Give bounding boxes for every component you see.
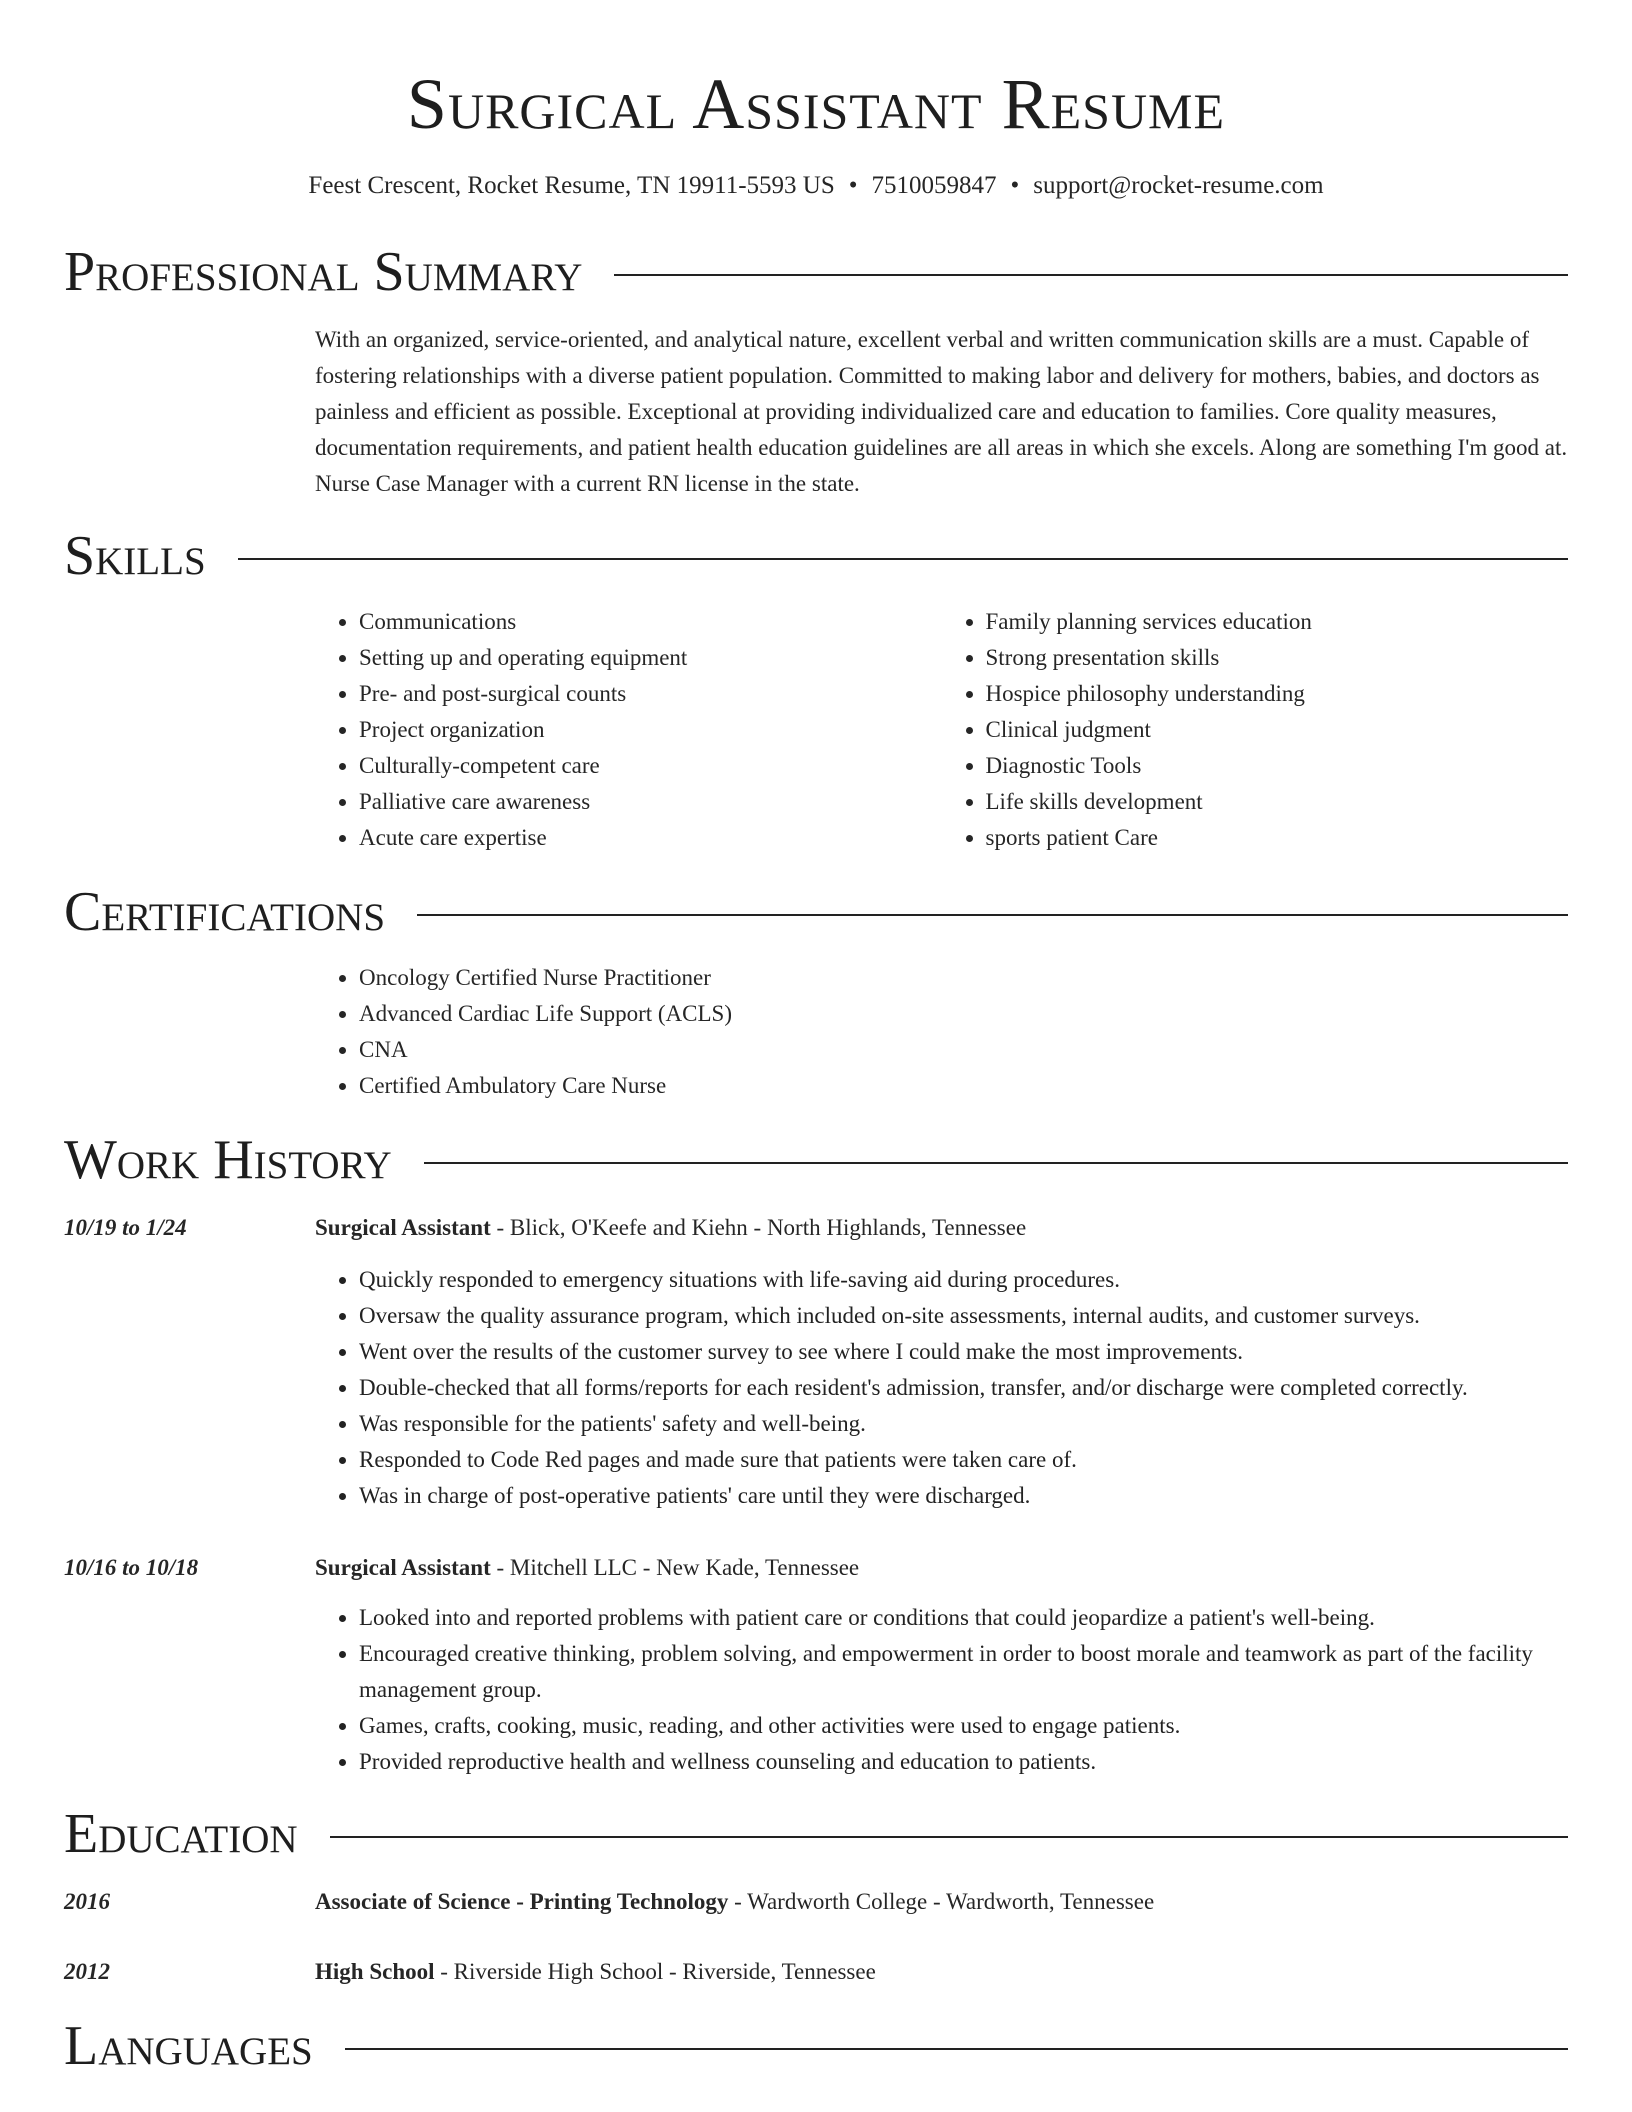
education-school: - Wardworth College - Wardworth, Tennessee — [728, 1889, 1155, 1914]
contact-line — [64, 168, 1568, 204]
education-line — [315, 1884, 1568, 1920]
work-entry — [64, 1210, 1568, 1514]
section-header-skills — [64, 524, 1568, 588]
work-bullet: • Was responsible for the patients' safety and well-being. — [359, 1406, 1568, 1442]
education-degree: Associate of Science - Printing Technology — [315, 1889, 729, 1914]
section-title-education: Education — [64, 1803, 298, 1865]
work-employer: - Mitchell LLC - New Kade, Tennessee — [490, 1555, 860, 1580]
skills-list-left — [315, 604, 942, 856]
section-header-work — [64, 1128, 1568, 1192]
education-entry — [64, 1954, 1568, 1990]
section-header-languages — [64, 2014, 1568, 2078]
work-bullet: • Looked into and reported problems with patient care or conditions that could jeopardize a patient's well-being. — [359, 1600, 1568, 1636]
education-year: 2012 — [64, 1959, 110, 1984]
work-title-line — [315, 1210, 1568, 1246]
certification-item: • Oncology Certified Nurse Practitioner — [359, 960, 1568, 996]
work-bullet: • Double-checked that all forms/reports for each resident's admission, transfer, and/or discharge were completed correctly. — [359, 1370, 1568, 1406]
work-dates: 10/16 to 10/18 — [64, 1555, 199, 1580]
skill-item: • Diagnostic Tools — [986, 748, 1569, 784]
section-header-certifications — [64, 880, 1568, 944]
section-divider — [330, 1836, 1568, 1838]
section-title-summary: Professional Summary — [64, 241, 583, 303]
certifications-block — [315, 960, 1568, 1104]
work-bullets — [315, 1600, 1568, 1780]
work-entry — [64, 1550, 1568, 1780]
summary-text: With an organized, service-oriented, and analytical nature, excellent verbal and written communication skills are a must. Capable of fostering relationships with a diverse patient population. Committed to making labor and delivery for mothers, babies, and doctors as painless and efficient as possible. Exceptional at providing individualized care and education to families. Core quality measures, documentation requirements, and patient health education guidelines are all areas in which she excels. Along are something I'm good at. Nurse Case Manager with a current RN license in the state. — [315, 327, 1568, 496]
section-title-skills: Skills — [64, 525, 206, 587]
contact-address: Feest Crescent, Rocket Resume, TN 19911-5593 US — [308, 172, 835, 199]
certification-item: • CNA — [359, 1032, 1568, 1068]
education-school: - Riverside High School - Riverside, Tennessee — [434, 1959, 876, 1984]
contact-phone: 7510059847 — [871, 172, 997, 199]
work-content — [315, 1550, 1568, 1780]
certifications-list — [315, 960, 1568, 1104]
work-bullet: • Quickly responded to emergency situations with life-saving aid during procedures. — [359, 1262, 1568, 1298]
skills-list-right — [942, 604, 1569, 856]
separator-dot: • — [1010, 172, 1020, 199]
skills-grid — [315, 604, 1568, 856]
page-title: Surgical Assistant Resume — [406, 64, 1226, 144]
separator-dot: • — [848, 172, 858, 199]
education-year: 2016 — [64, 1889, 110, 1914]
work-dates: 10/19 to 1/24 — [64, 1215, 187, 1240]
section-title-certifications: Certifications — [64, 881, 386, 943]
section-title-languages: Languages — [64, 2015, 313, 2077]
skill-item: • Hospice philosophy understanding — [986, 676, 1569, 712]
work-title-line — [315, 1550, 1568, 1586]
work-employer: - Blick, O'Keefe and Kiehn - North Highlands, Tennessee — [490, 1215, 1027, 1240]
certification-item: • Certified Ambulatory Care Nurse — [359, 1068, 1568, 1104]
work-bullet: • Provided reproductive health and wellness counseling and education to patients. — [359, 1744, 1568, 1780]
work-bullet: • Responded to Code Red pages and made sure that patients were taken care of. — [359, 1442, 1568, 1478]
certification-item: • Advanced Cardiac Life Support (ACLS) — [359, 996, 1568, 1032]
skill-item: • sports patient Care — [986, 820, 1569, 856]
work-bullet: • Encouraged creative thinking, problem solving, and empowerment in order to boost morale and teamwork as part of the facility management group. — [359, 1636, 1568, 1708]
skill-item: • Pre- and post-surgical counts — [359, 676, 942, 712]
work-bullet: • Was in charge of post-operative patients' care until they were discharged. — [359, 1478, 1568, 1514]
section-divider — [417, 914, 1568, 916]
skill-item: • Life skills development — [986, 784, 1569, 820]
work-bullet: • Oversaw the quality assurance program, which included on-site assessments, internal audits, and customer surveys. — [359, 1298, 1568, 1334]
section-divider — [345, 2048, 1568, 2050]
skill-item: • Family planning services education — [986, 604, 1569, 640]
work-role: Surgical Assistant — [315, 1555, 491, 1580]
section-header-summary — [64, 240, 1568, 304]
section-divider — [424, 1162, 1568, 1164]
section-divider — [238, 558, 1568, 560]
work-bullet: • Went over the results of the customer survey to see where I could make the most improvements. — [359, 1334, 1568, 1370]
section-title-work: Work History — [64, 1129, 392, 1191]
education-line — [315, 1954, 1568, 1990]
skill-item: • Acute care expertise — [359, 820, 942, 856]
skill-item: • Palliative care awareness — [359, 784, 942, 820]
section-divider — [614, 274, 1568, 276]
skill-item: • Communications — [359, 604, 942, 640]
skill-item: • Project organization — [359, 712, 942, 748]
section-header-education — [64, 1802, 1568, 1866]
contact-email: support@rocket-resume.com — [1033, 172, 1324, 199]
skill-item: • Culturally-competent care — [359, 748, 942, 784]
work-role: Surgical Assistant — [315, 1215, 491, 1240]
resume-page — [64, 0, 1568, 2078]
skill-item: • Setting up and operating equipment — [359, 640, 942, 676]
skills-block — [315, 604, 1568, 856]
work-bullet: • Games, crafts, cooking, music, reading, and other activities were used to engage patients. — [359, 1708, 1568, 1744]
education-entry — [64, 1884, 1568, 1920]
skill-item: • Strong presentation skills — [986, 640, 1569, 676]
work-bullets — [315, 1262, 1568, 1514]
education-degree: High School — [315, 1959, 435, 1984]
skill-item: • Clinical judgment — [986, 712, 1569, 748]
work-content — [315, 1210, 1568, 1514]
